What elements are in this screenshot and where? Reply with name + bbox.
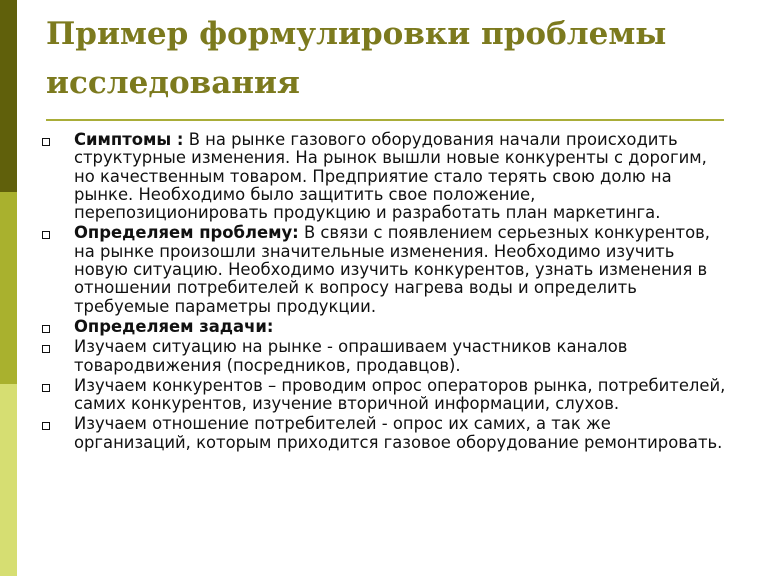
item-text: Изучаем отношение потребителей - опрос их самих, а так же организаций, которым приходится газовое оборудование ремонтировать. <box>74 414 723 452</box>
item-text: Изучаем конкурентов – проводим опрос операторов рынка, потребителей, самих конкурентов, изучение вторичной информации, слухов. <box>74 375 726 414</box>
list-item-problem <box>42 224 732 315</box>
square-bullet-icon <box>42 231 50 239</box>
square-bullet-icon <box>42 422 50 430</box>
title-divider <box>46 119 724 121</box>
square-bullet-icon <box>42 384 50 392</box>
sidebar-segment-middle <box>0 192 17 384</box>
square-bullet-icon <box>42 345 50 353</box>
bullet-list <box>42 131 732 454</box>
item-label: Симптомы : <box>74 130 184 149</box>
sidebar-segment-bottom <box>0 384 17 576</box>
sidebar-stripe <box>0 0 17 576</box>
item-text: В связи с появлением серьезных конкурентов, на рынке произошли значительные изменения. Необходимо изучить новую ситуацию. Необходимо изучить конкурентов, узнать изменения в отношении потребителей к вопросу нагрева воды и определить требуемые параметры продукции. <box>74 223 711 316</box>
list-item-market <box>42 338 732 375</box>
list-item-competitors <box>42 377 732 414</box>
item-text: Изучаем ситуацию на рынке - опрашиваем участников каналов товародвижения (посредников, продавцов). <box>74 337 628 375</box>
list-item-symptoms <box>42 131 732 222</box>
slide-title: Пример формулировки проблемы исследования <box>46 16 667 101</box>
item-label: Определяем проблему: <box>74 223 299 243</box>
list-item-consumers <box>42 415 732 452</box>
square-bullet-icon <box>42 325 50 333</box>
sidebar-segment-top <box>0 0 17 192</box>
item-text: В на рынке газового оборудования начали происходить структурные изменения. На рынок вышли новые конкуренты с дорогим, но качественным товаром. Предприятие стало терять свою долю на рынке. Необходимо было защитить свое положение, перепозиционировать продукцию и разработать план маркетинга. <box>74 130 707 223</box>
list-item-tasks <box>42 318 732 336</box>
item-label: Определяем задачи: <box>74 316 274 336</box>
square-bullet-icon <box>42 138 50 146</box>
